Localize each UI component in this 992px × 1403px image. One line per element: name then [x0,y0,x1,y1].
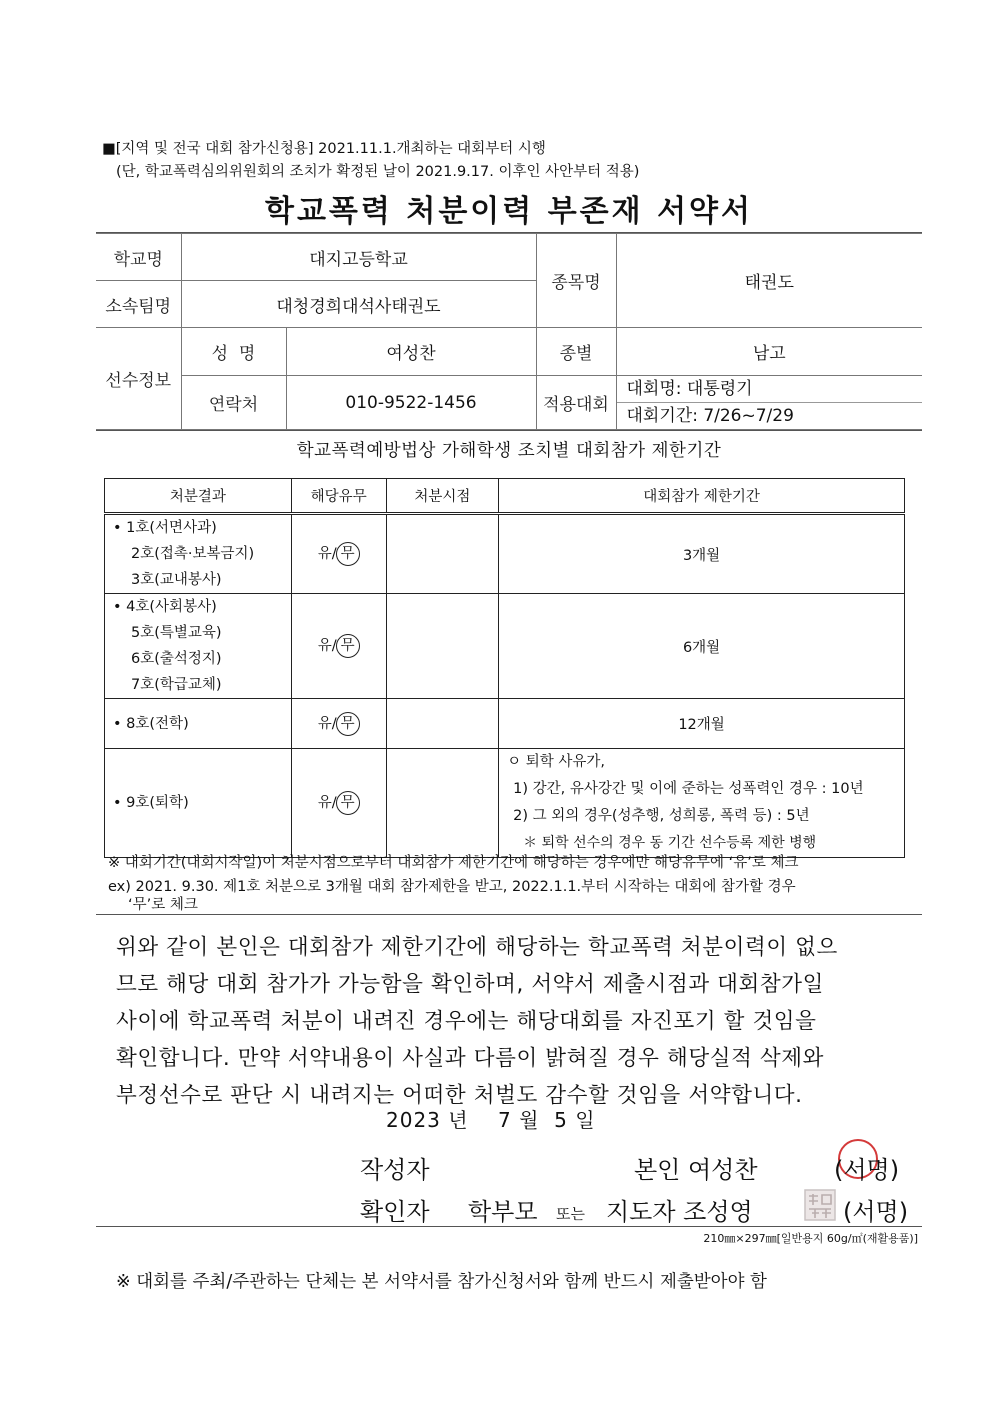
circled-mark: 무 [336,542,360,566]
circled-mark: 무 [336,712,360,736]
page-title: 학교폭력 처분이력 부존재 서약서 [264,194,754,229]
school-label: 학교명 [96,234,181,281]
pledge-date: 2023 년 7 월 5 일 [386,1108,596,1132]
restriction-note-2: ex) 2021. 9.30. 제1호 처분으로 3개월 대회 참가제한을 받고, 2022.1.1.부터 시작하는 대회에 참가할 경우 [108,879,796,895]
school-value: 대지고등학교 [181,234,536,281]
row-3-mark[interactable]: 유/ 무 [291,699,386,749]
sport-label: 종목명 [536,234,616,328]
row-4-result: • 9호(퇴학) [105,749,292,858]
sport-value: 태권도 [616,234,922,328]
header-period: 대회참가 제한기간 [499,479,905,514]
contact-label: 연락처 [181,376,286,430]
restriction-table [104,478,905,858]
confirmer-or: 또는 [556,1205,585,1223]
event-cell [616,376,922,430]
circled-mark: 무 [336,634,360,658]
row-3-date[interactable] [386,699,499,749]
row-2-period: 6개월 [499,594,905,699]
row-4-mark[interactable]: 유/ 무 [291,749,386,858]
confirmer-role-1: 학부모 [468,1198,538,1226]
footer-note: ※ 대회를 주최/주관하는 단체는 본 서약서를 참가신청서와 함께 반드시 제출받아야 함 [116,1272,767,1292]
notice-line-2: (단, 학교폭력심의위원회의 조치가 확정된 날이 2021.9.17. 이후인 사안부터 적용) [116,164,640,180]
row-3-result: • 8호(전학) [105,699,292,749]
row-1-period: 3개월 [499,514,905,594]
restriction-note-3: ‘무’로 체크 [128,897,198,913]
player-info-label: 선수정보 [96,328,181,430]
team-value: 대청경희대석사태권도 [181,281,536,328]
confirmer-label: 확인자 [360,1198,430,1226]
writer-label: 작성자 [360,1156,430,1184]
row-1-date[interactable] [386,514,499,594]
row-4-date[interactable] [386,749,499,858]
info-table [96,233,922,430]
team-label: 소속팀명 [96,281,181,328]
event-name: 대회명: 대통령기 [617,376,923,403]
row-4-period: ㅇ 퇴학 사유가, 1) 강간, 유사강간 및 이에 준하는 성폭력인 경우 : 10년 2) 그 외의 경우(성추행, 성희롱, 폭력 등) : 5년 ＊ 퇴학 선수의 경우 동 기간 선수등록 제한 병행 [499,749,905,858]
row-2-mark[interactable]: 유/ 무 [291,594,386,699]
division-value: 남고 [616,328,922,376]
row-2-result: • 4호(사회봉사) 5호(특별교육) 6호(출석정지) 7호(학급교체) [105,594,292,699]
row-1-mark[interactable]: 유/ 무 [291,514,386,594]
confirmer-sign[interactable]: (서명) [843,1198,909,1226]
header-applicable: 해당유무 [291,479,386,514]
pledge-text: 위와 같이 본인은 대회참가 제한기간에 해당하는 학교폭력 처분이력이 없으 므로 해당 대회 참가가 가능함을 확인하며, 서약서 제출시점과 대회참가일 사이에 학교폭력 처분이 내려진 경우에는 해당대회를 자진포기 할 것임을 확인합니다. 만약 서약내용이 사실과 다름이 밝혀질 경우 해당실적 삭제와 부정선수로 판단 시 내려지는 어떠한 처벌도 감수할 것임을 서약합니다. [116,935,838,1108]
writer-value: 본인 여성찬 [634,1156,758,1184]
name-label: 성 명 [181,328,286,376]
header-date: 처분시점 [386,479,499,514]
row-2-date[interactable] [386,594,499,699]
paper-spec: 210㎜×297㎜[일반용지 60g/㎡(재활용품)] [703,1232,918,1245]
contact-value: 010-9522-1456 [286,376,536,430]
name-value: 여성찬 [286,328,536,376]
division-label: 종별 [536,328,616,376]
seal-icon [804,1189,836,1221]
row-1-result: • 1호(서면사과) 2호(접촉·보복금지) 3호(교내봉사) [105,514,292,594]
event-label: 적용대회 [536,376,616,430]
restriction-subtitle: 학교폭력예방법상 가해학생 조치별 대회참가 제한기간 [296,441,722,461]
row-3-period: 12개월 [499,699,905,749]
event-period: 대회기간: 7/26~7/29 [626,406,794,426]
notice-line-1: ■[지역 및 전국 대회 참가신청용] 2021.11.1.개최하는 대회부터 시행 [102,141,546,157]
writer-sign[interactable]: (서명) [834,1156,900,1184]
confirmer-role-2: 지도자 조성영 [606,1198,753,1226]
header-result: 처분결과 [105,479,292,514]
restriction-note-1: ※ 대회기간(대회시작일)이 처분시점으로부터 대회참가 제한기간에 해당하는 경우에만 해당유무에 ‘유’로 체크 [108,855,799,871]
circled-mark: 무 [336,791,360,815]
